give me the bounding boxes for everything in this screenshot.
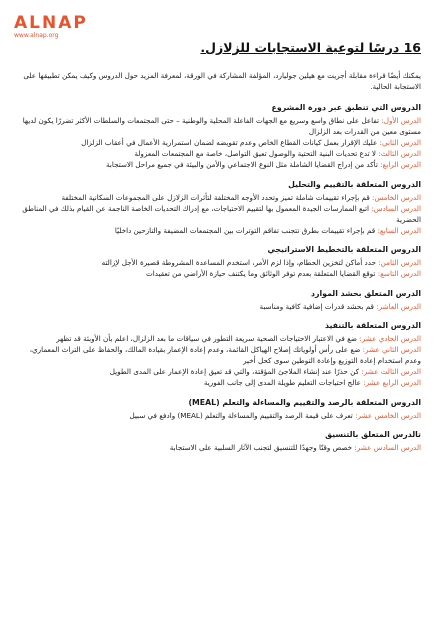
lesson-item [22,377,421,388]
lesson-label: الدرس الخامس: [372,192,421,202]
lesson-label: الدرس الثامن: [378,258,421,267]
lesson-text: تفاعل على نطاق واسع وسريع مع الجهات الفاعلة المحلية والوطنية – حتى المجتمعات والسلطات الأكثر تضررًا يكون لديها مستوى معين من القدرات بعد الزلزال [22,116,421,136]
lesson-label: الدرس السادس: [371,203,421,213]
lesson-label: الدرس الأول: [381,116,421,125]
section-heading: الدروس المتعلقة بالتقييم والتحليل [288,179,421,189]
lesson-item [22,148,421,159]
lesson-item [22,203,421,225]
lesson-label: الدرس السادس عشر: [354,443,421,452]
section-heading: تالدرس المتعلق بالتنسيق [325,430,421,439]
lesson-label: الدرس السابع: [377,225,421,235]
lesson-label: الدرس الرابع عشر: [363,378,421,387]
lesson-text: قم بإجراء تقييمات بطرق تتجنب تفاقم التوترات بين المجتمعات المضيفة والنازحين داخليًا [114,225,378,235]
lesson-label: الدرس الرابع: [380,160,421,169]
lesson-text: تعرف على قيمة الرصد والتقييم والمساءلة والتعلم (MEAL) وادفع في سبيل [129,410,356,420]
lesson-text: توقع القضايا المتعلقة بعدم توفر الوثائق وما يكتنف حيازة الأراضي من تعقيدات [146,269,378,278]
lesson-text: ضع على رأس أولوياتك إصلاح الهياكل القائمة، وعدم إعادة الإعمار بقيادة المالك، والحفاظ على التراث المعماري، وعدم استخدام إعادة التوزيع وإعادة التوطين سوى كحل أخير [29,345,421,365]
lesson-text: عليك الإقرار بعمل كيانات القطاع الخاص وعدم تقويضه لضمان استمرارية الأعمال في أعقاب الزلزال [81,138,380,147]
section-heading: الدروس المتعلقة بالرصد والتقييم والمساءلة والتعلم (MEAL) [188,397,421,407]
lesson-text: كن حذرًا عند إنشاء الملاجئ المؤقتة، والتي قد تعيق إعادة الإعمار على المدى الطويل [109,367,362,376]
lesson-label: الدرس العاشر: [376,301,421,311]
lesson-text: ضع في الاعتبار الاحتياجات الصحية سريعة التطور في سياقات ما بعد الزلزال، اعلم بأن الأوبئة قد تظهر [56,334,360,343]
lesson-label: الدرس الثالث: [378,149,421,158]
lesson-section [22,179,421,236]
lesson-section [22,288,421,312]
lesson-item [22,115,421,137]
intro-paragraph: يمكنك أيضًا قراءة مقابلة أجريت مع هيلين جوليارد، المؤلفة المشاركة في الورقة، لمعرفة المزيد حول الدروس وكيف يمكن تطبيقها على الاستجابة الحالية. [23,71,421,91]
lesson-text: عالج احتياجات التعليم طويلة المدى إلى جانب الفورية [203,378,364,387]
section-heading: الدرس المتعلق بحشد الموارد [311,288,421,298]
section-heading: الدروس المتعلقة بالتنفيذ [324,321,421,330]
document-body [22,70,421,462]
lesson-item [22,268,421,279]
lesson-item [22,301,421,312]
lessons-list [22,102,421,453]
lesson-label: الدرس الثاني: [379,138,421,147]
lesson-text: لا تدع تحديات البنية التحتية والوصول تعيق التواصل، خاصة مع المجتمعات المعزولة [134,149,379,158]
section-heading: الدروس المتعلقة بالتخطيط الاستراتيجي [267,245,421,254]
lesson-label: الدرس التاسع: [377,269,421,278]
lesson-item [22,410,421,421]
lesson-text: حدد أماكن لتخزين الحطام، وإذا لزم الأمر، استخدم المساعدة المشروطة قصيرة الأجل لإزالته [101,258,379,267]
lesson-text: قم بإجراء تقييمات شاملة تميز وتحدد الأوجه المختلفة لتأثرات الزلازل على المجموعات السكانية المختلفة [61,192,373,202]
lesson-label: الدرس الحادي عشر: [359,334,421,343]
alnap-logo[interactable] [14,14,88,40]
lesson-item [22,225,421,236]
lesson-section [22,244,421,279]
lesson-item [22,192,421,203]
lesson-section [22,429,421,453]
lesson-section [22,102,421,170]
lesson-item [22,159,421,170]
lesson-text: اتبع الممارسات الجيدة المعمول بها لتقييم الاحتياجات، مع إدراك التحديات الخاصة الناجمة عن القيام بذلك في المناطق الحضرية [22,203,421,224]
lesson-item [22,442,421,453]
section-heading: الدروس التي تنطبق عبر دورة المشروع [271,103,421,112]
page-title: 16 درسًا لتوعية الاستجابات للزلازل. [200,40,421,55]
lesson-item [22,257,421,268]
lesson-label: الدرس الخامس عشر: [355,410,421,420]
lesson-item [22,344,421,366]
logo-url[interactable]: www.alnap.org [14,32,59,39]
lesson-label: الدرس الثاني عشر: [362,345,421,354]
lesson-text: خصص وقتًا وجهدًا للتنسيق لتجنب الآثار السلبية على الاستجابة [169,443,355,452]
lesson-text: قم بحشد قدرات إضافية كافية ومناسبة [259,301,377,311]
lesson-item [22,137,421,148]
lesson-item [22,333,421,344]
lesson-label: الدرس الثالث عشر: [361,367,421,376]
lesson-text: تأكد من إدراج القضايا الشاملة مثل النوع الاجتماعي والأمن والبيئة في جميع مراحل الاستجابة [106,160,381,169]
lesson-section [22,320,421,388]
logo-wordmark: ALNAP [14,13,88,33]
lesson-item [22,366,421,377]
lesson-section [22,397,421,421]
